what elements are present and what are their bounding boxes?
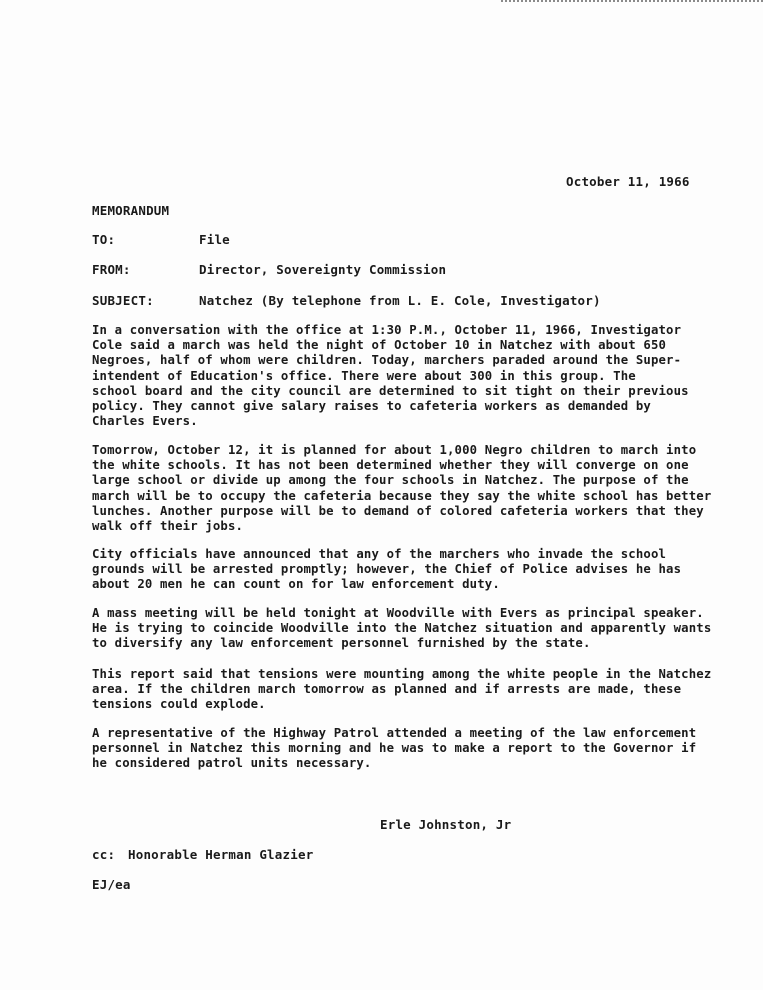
to-label: TO: <box>92 232 116 247</box>
paragraph-3: City officials have announced that any of the marchers who invade the school grounds will be arrested promptly; however, the Chief of Police advises he has about 20 men he can count on for law enforcement duty. <box>92 547 682 592</box>
to-value: File <box>199 232 230 247</box>
initials: EJ/ea <box>92 877 131 892</box>
cc-value: Honorable Herman Glazier <box>128 847 314 862</box>
subject-label: SUBJECT: <box>92 293 154 308</box>
cc-label: cc: <box>92 847 116 862</box>
paragraph-6: A representative of the Highway Patrol attended a meeting of the law enforcement personnel in Natchez this morning and he was to make a report to the Governor if he considered patrol units necessary. <box>92 726 697 771</box>
paragraph-1: In a conversation with the office at 1:30 P.M., October 11, 1966, Investigator Cole said a march was held the night of October 10 in Natchez with about 650 Negroes, half of whom were children. Today, marchers paraded around the Super- intendent of Education's office. There were about 300 in this group. The school board and the city council are determined to sit tight on their previous policy. They cannot give salary raises to cafeteria workers as demanded by Charles Evers. <box>92 323 689 429</box>
from-label: FROM: <box>92 262 131 277</box>
signature: Erle Johnston, Jr <box>380 817 512 832</box>
subject-value: Natchez (By telephone from L. E. Cole, Investigator) <box>199 293 601 308</box>
paragraph-5: This report said that tensions were mounting among the white people in the Natchez area. If the children march tomorrow as planned and if arrests are made, these tensions could explode. <box>92 667 712 712</box>
page-edge-artifact <box>501 0 763 8</box>
memo-heading: MEMORANDUM <box>92 203 170 218</box>
paragraph-4: A mass meeting will be held tonight at Woodville with Evers as principal speaker. He is trying to coincide Woodville into the Natchez situation and apparently wants to diversify any law enforcement personnel furnished by the state. <box>92 606 712 651</box>
paragraph-2: Tomorrow, October 12, it is planned for about 1,000 Negro children to march into the white schools. It has not been determined whether they will converge on one large school or divide up among the four schools in Natchez. The purpose of the march will be to occupy the cafeteria because they say the white school has better lunches. Another purpose will be to demand of colored cafeteria workers that they walk off their jobs. <box>92 443 712 534</box>
memo-date: October 11, 1966 <box>566 174 690 189</box>
from-value: Director, Sovereignty Commission <box>199 262 447 277</box>
